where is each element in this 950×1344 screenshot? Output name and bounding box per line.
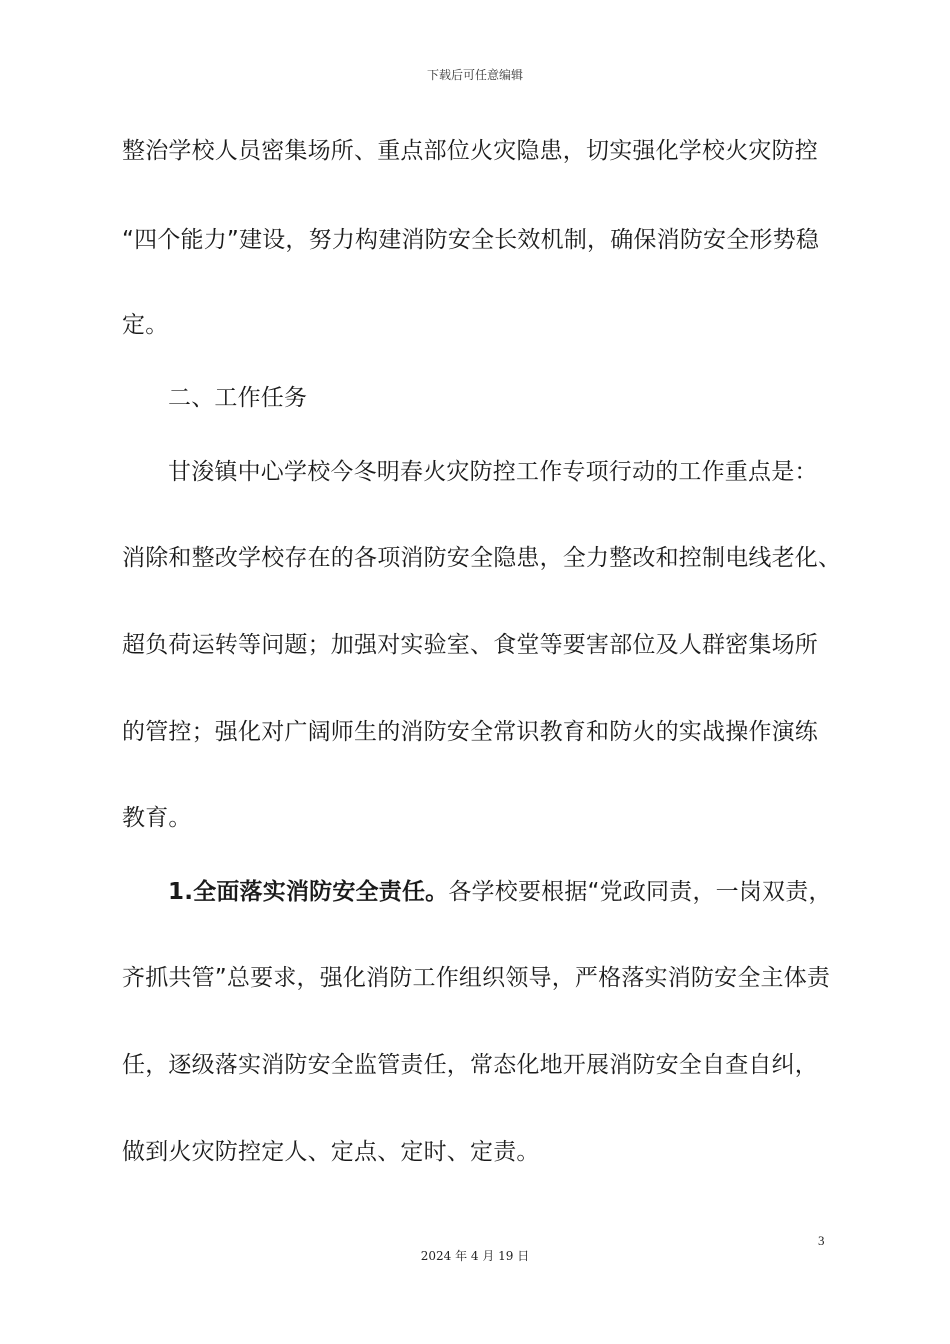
page-number: 3 [818, 1233, 825, 1248]
paragraph-line: 甘浚镇中心学校今冬明春火灾防控工作专项行动的工作重点是： [168, 459, 818, 485]
header-note: 下载后可任意编辑 [426, 68, 523, 82]
paragraph-line: 任，逐级落实消防安全监管责任，常态化地开展消防安全自查自纠， [122, 1052, 818, 1078]
paragraph-line: 消除和整改学校存在的各项消防安全隐患，全力整改和控制电线老化、 [122, 545, 842, 571]
paragraph-line: 齐抓共管”总要求，强化消防工作组织领导，严格落实消防安全主体责 [122, 965, 831, 991]
item-heading: 1.全面落实消防安全责任。 [168, 879, 449, 905]
paragraph-line: 超负荷运转等问题；加强对实验室、食堂等要害部位及人群密集场所 [122, 632, 818, 658]
item-text: 各学校要根据“党政同责，一岗双责， [448, 879, 832, 905]
paragraph-line: “四个能力”建设，努力构建消防安全长效机制，确保消防安全形势稳 [122, 227, 820, 253]
paragraph-line [168, 877, 832, 907]
paragraph-line: 做到火灾防控定人、定点、定时、定责。 [122, 1139, 540, 1165]
paragraph-line: 整治学校人员密集场所、重点部位火灾隐患，切实强化学校火灾防控 [122, 138, 818, 164]
section-heading: 二、工作任务 [168, 385, 308, 411]
paragraph-line: 教育。 [122, 805, 192, 831]
paragraph-line: 的管控；强化对广阔师生的消防安全常识教育和防火的实战操作演练 [122, 719, 818, 745]
paragraph-line: 定。 [122, 312, 169, 338]
footer-date: 2024 年 4 月 19 日 [420, 1249, 530, 1263]
